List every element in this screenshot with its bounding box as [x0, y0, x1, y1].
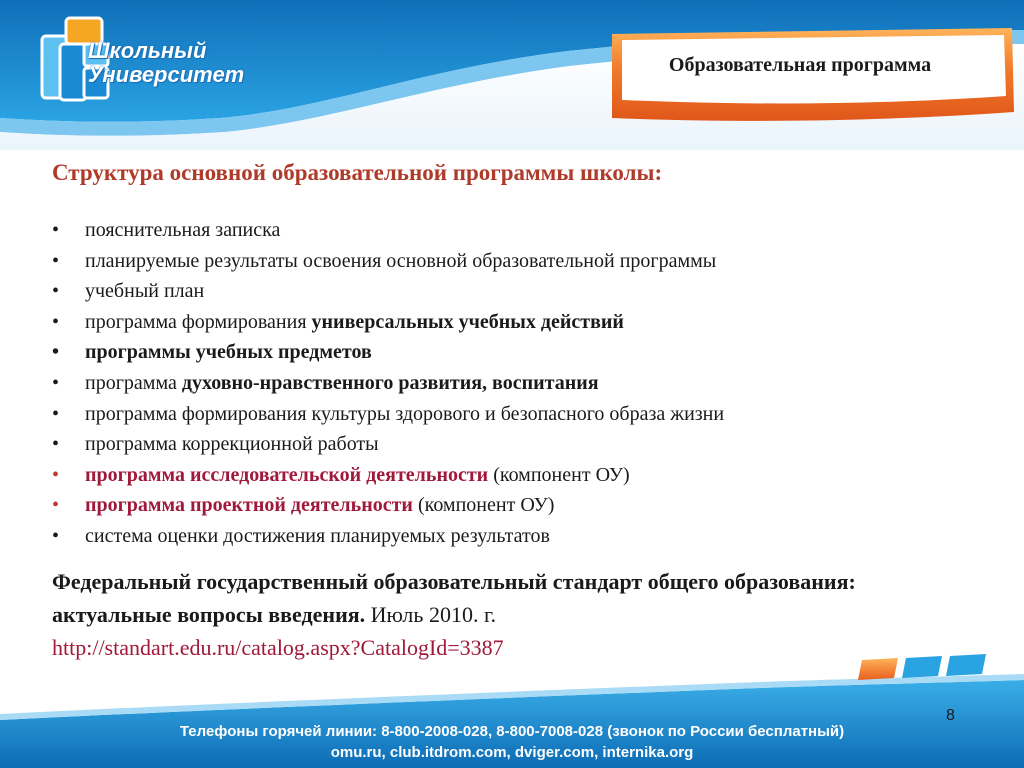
list-item: [52, 246, 724, 277]
reference-date: Июль 2010. г.: [365, 602, 496, 627]
item-text: программа: [85, 371, 182, 394]
logo-text-line1: Школьный: [88, 38, 207, 63]
item-text: программа формирования культуры здорового и безопасного образа жизни: [85, 402, 725, 425]
item-text: программа коррекционной работы: [85, 433, 379, 456]
list-item: [52, 429, 724, 460]
reference-title: Федеральный государственный образовательный стандарт общего образования: актуальные вопросы введения.: [52, 569, 856, 627]
item-text: учебный план: [85, 280, 205, 303]
bullet-dot: •: [52, 341, 60, 364]
item-highlight-text: программа исследовательской деятельности: [85, 463, 489, 486]
item-text: программа формирования: [85, 310, 312, 333]
list-item: [52, 399, 724, 430]
main-heading: Структура основной образовательной программы школы:: [52, 160, 663, 185]
list-item: [52, 337, 724, 368]
list-item: [52, 368, 724, 399]
page-number: 8: [946, 707, 955, 724]
item-suffix: (компонент ОУ): [412, 494, 555, 517]
bullet-dot: •: [52, 371, 60, 394]
item-text: система оценки достижения планируемых результатов: [85, 524, 550, 547]
footer-phones: Телефоны горячей линии: 8-800-2008-028, 8-800-7008-028 (звонок по России бесплатный): [179, 723, 845, 740]
list-item: [52, 215, 724, 246]
bullet-dot: •: [52, 402, 60, 425]
footer-sites: omu.ru, club.itdrom.com, dviger.com, internika.org: [330, 744, 694, 761]
list-item: [52, 521, 724, 552]
item-bold-text: программы учебных предметов: [85, 341, 372, 364]
bullet-dot: •: [52, 280, 60, 303]
bullet-dot: •: [52, 494, 60, 517]
item-bold-text: универсальных учебных действий: [311, 310, 624, 333]
bullet-dot: •: [52, 463, 60, 486]
bullet-dot: •: [52, 524, 60, 547]
reference-link[interactable]: http://standart.edu.ru/catalog.aspx?CatalogId=3387: [52, 635, 504, 660]
bullet-dot: •: [52, 219, 60, 241]
item-highlight-text: программа проектной деятельности: [85, 494, 413, 517]
logo-text-line2: Университет: [88, 62, 245, 87]
structure-list: [52, 215, 724, 552]
item-bold-text: духовно-нравственного развития, воспитания: [181, 371, 599, 394]
bullet-dot: •: [52, 249, 60, 272]
item-text: планируемые результаты освоения основной образовательной программы: [85, 249, 717, 272]
list-item: [52, 460, 724, 491]
item-suffix: (компонент ОУ): [488, 463, 630, 486]
bullet-dot: •: [52, 433, 60, 456]
bullet-dot: •: [52, 310, 60, 333]
item-text: пояснительная записка: [85, 219, 281, 241]
header-title: Образовательная программа: [668, 54, 932, 76]
list-item: [52, 490, 724, 521]
list-item: [52, 307, 724, 338]
list-item: [52, 276, 724, 307]
